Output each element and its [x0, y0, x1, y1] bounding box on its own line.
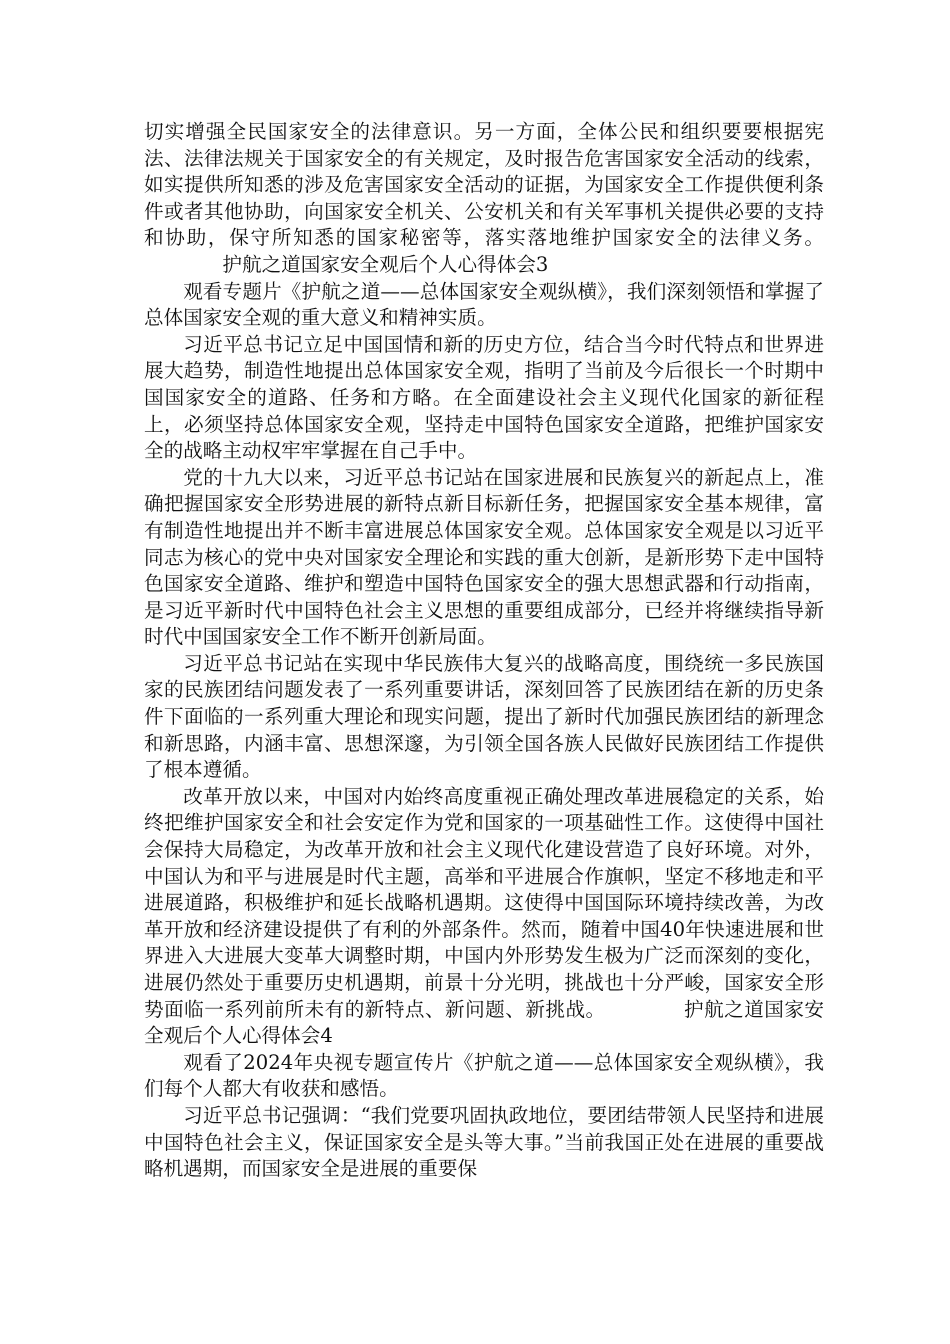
- paragraph-text: 党的十九大以来，习近平总书记站在国家进展和民族复兴的新起点上，准确把握国家安全形势进展的新特点新目标新任务，把握国家安全基本规律，富有制造性地提出并不断丰富进展总体国家安全观。总体国家安全观是以习近平同志为核心的党中央对国家安全理论和实践的重大创新，是新形势下走中国特色国家安全道路、维护和塑造中国特色国家安全的强大思想武器和行动指南，是习近平新时代中国特色社会主义思想的重要组成部分，已经并将继续指导新时代中国国家安全工作不断开创新局面。: [144, 465, 824, 649]
- paragraph-text: 切实增强全民国家安全的法律意识。另一方面，全体公民和组织要要根据宪法、法律法规关于国家安全的有关规定，及时报告危害国家安全活动的线索，如实提供所知悉的涉及危害国家安全活动的证据，为国家安全工作提供便利条件或者其他协助，向国家安全机关、公安机关和有关军事机关提供必要的支持和协助，保守所知悉的国家秘密等，落实落地维护国家安全的法律义务。: [144, 120, 824, 250]
- section-heading: 护航之道国家安全观后个人心得体会3: [222, 252, 549, 276]
- paragraph: [144, 332, 824, 465]
- paragraph-text: 观看了2024年央视专题宣传片《护航之道——总体国家安全观纵横》，我们每个人都大有收获和感悟。: [144, 1050, 824, 1101]
- document-page: [144, 119, 824, 1183]
- paragraph-text: 改革开放以来，中国对内始终高度重视正确处理改革进展稳定的关系，始终把维护国家安全和社会安定作为党和国家的一项基础性工作。这使得中国社会保持大局稳定，为改革开放和社会主义现代化建设营造了良好环境。对外，中国认为和平与进展是时代主题，高举和平进展合作旗帜，坚定不移地走和平进展道路，积极维护和延长战略机遇期。这使得中国国际环境持续改善，为改革开放和经济建设提供了有利的外部条件。然而，随着中国40年快速进展和世界进入大进展大变革大调整时期，中国内外形势发生极为广泛而深刻的变化，进展仍然处于重要历史机遇期，前景十分光明，挑战也十分严峻，国家安全形势面临一系列前所未有的新特点、新问题、新挑战。: [144, 784, 824, 1021]
- paragraph: [144, 465, 824, 651]
- section-heading: 护航之道国家安全观后个人心得体会4: [144, 997, 825, 1048]
- paragraph: [144, 1103, 824, 1183]
- paragraph: [144, 119, 824, 279]
- paragraph: [144, 784, 824, 1050]
- paragraph-text: 习近平总书记站在实现中华民族伟大复兴的战略高度，围绕统一多民族国家的民族团结问题发表了一系列重要讲话，深刻回答了民族团结在新的历史条件下面临的一系列重大理论和现实问题，提出了新时代加强民族团结的新理念和新思路，内涵丰富、思想深邃，为引领全国各族人民做好民族团结工作提供了根本遵循。: [144, 651, 824, 782]
- paragraph-text: 习近平总书记立足中国国情和新的历史方位，结合当今时代特点和世界进展大趋势，制造性地提出总体国家安全观，指明了当前及今后很长一个时期中国国家安全的道路、任务和方略。在全面建设社会主义现代化国家的新征程上，必须坚持总体国家安全观，坚持走中国特色国家安全道路，把维护国家安全的战略主动权牢牢掌握在自己手中。: [144, 332, 824, 463]
- paragraph: [144, 279, 824, 332]
- paragraph: [144, 651, 824, 784]
- paragraph: [144, 1050, 824, 1103]
- paragraph-text: 习近平总书记强调：“我们党要巩固执政地位，要团结带领人民坚持和进展中国特色社会主义，保证国家安全是头等大事。”当前我国正处在进展的重要战略机遇期，而国家安全是进展的重要保: [144, 1103, 824, 1181]
- paragraph-text: 观看专题片《护航之道——总体国家安全观纵横》，我们深刻领悟和掌握了总体国家安全观的重大意义和精神实质。: [144, 279, 824, 330]
